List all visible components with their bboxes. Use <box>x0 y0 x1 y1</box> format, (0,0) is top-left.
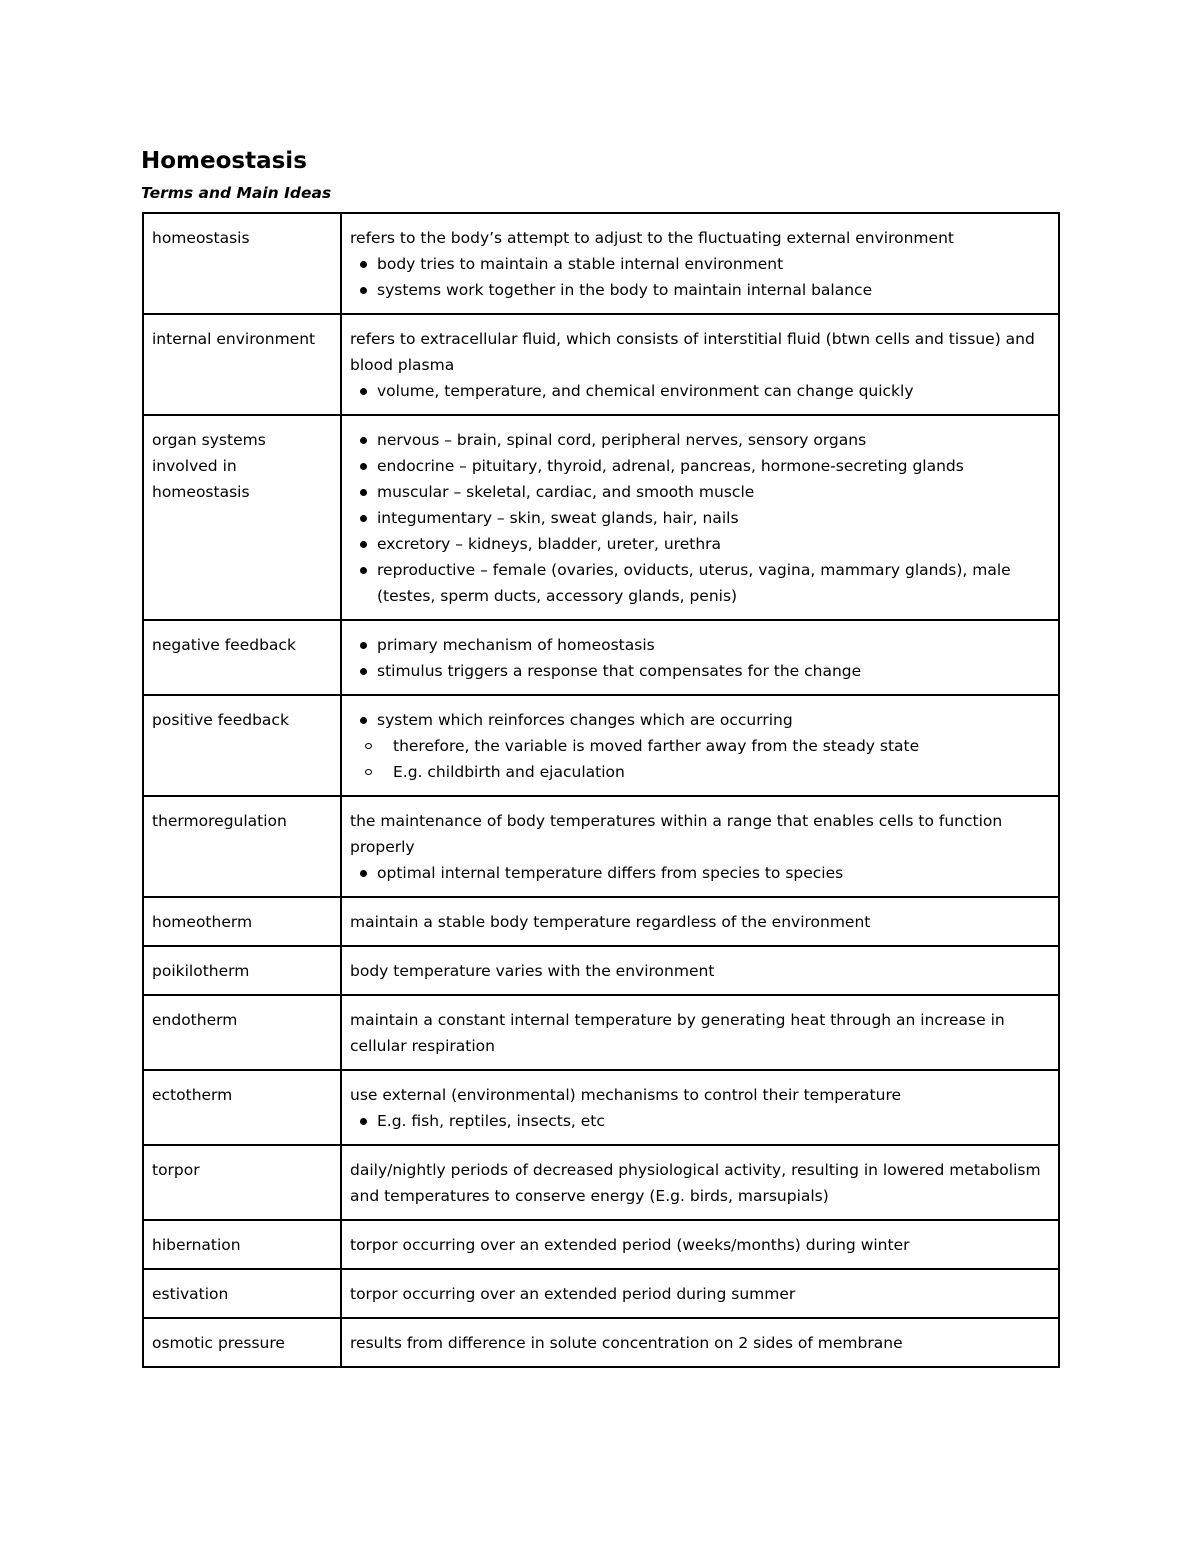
page-subtitle: Terms and Main Ideas <box>141 184 332 202</box>
definition-text: maintain a constant internal temperature by generating heat through an increase in cellular respiration <box>350 1011 1005 1055</box>
definition-cell <box>341 314 1059 415</box>
terms-table <box>142 212 1060 1368</box>
definition-text: use external (environmental) mechanisms to control their temperature <box>350 1086 902 1104</box>
definition-cell <box>341 1220 1059 1269</box>
definition-text: refers to the body’s attempt to adjust to the fluctuating external environment <box>350 229 954 247</box>
table-row <box>143 314 1059 415</box>
bullet-item: integumentary – skin, sweat glands, hair, nails <box>350 505 1050 531</box>
term-cell: thermoregulation <box>143 796 341 897</box>
bullet-list <box>350 707 1050 733</box>
term-cell: internal environment <box>143 314 341 415</box>
definition-cell <box>341 995 1059 1070</box>
term-cell: endotherm <box>143 995 341 1070</box>
table-row <box>143 995 1059 1070</box>
term-cell: hibernation <box>143 1220 341 1269</box>
bullet-item: primary mechanism of homeostasis <box>350 632 1050 658</box>
bullet-list <box>350 378 1050 404</box>
table-row <box>143 695 1059 796</box>
bullet-list <box>350 860 1050 886</box>
sub-bullet-item: therefore, the variable is moved farther away from the steady state <box>350 733 1050 759</box>
table-row <box>143 213 1059 314</box>
bullet-item: muscular – skeletal, cardiac, and smooth muscle <box>350 479 1050 505</box>
definition-cell <box>341 1145 1059 1220</box>
bullet-list <box>350 1108 1050 1134</box>
table-row <box>143 796 1059 897</box>
term-cell: negative feedback <box>143 620 341 695</box>
term-cell: osmotic pressure <box>143 1318 341 1367</box>
term-cell: homeotherm <box>143 897 341 946</box>
term-cell: estivation <box>143 1269 341 1318</box>
definition-cell <box>341 897 1059 946</box>
definition-text: the maintenance of body temperatures within a range that enables cells to function properly <box>350 812 1003 856</box>
sub-bullet-item: E.g. childbirth and ejaculation <box>350 759 1050 785</box>
definition-cell <box>341 620 1059 695</box>
definition-cell <box>341 796 1059 897</box>
definition-text: body temperature varies with the environment <box>350 962 715 980</box>
page-title: Homeostasis <box>141 148 307 174</box>
bullet-item: nervous – brain, spinal cord, peripheral nerves, sensory organs <box>350 427 1050 453</box>
bullet-item: stimulus triggers a response that compensates for the change <box>350 658 1050 684</box>
table-row <box>143 1220 1059 1269</box>
definition-cell <box>341 1070 1059 1145</box>
bullet-item: systems work together in the body to maintain internal balance <box>350 277 1050 303</box>
bullet-item: reproductive – female (ovaries, oviducts, uterus, vagina, mammary glands), male (testes, sperm ducts, accessory glands, penis) <box>350 557 1050 609</box>
table-row <box>143 897 1059 946</box>
sub-bullet-list <box>350 733 1050 785</box>
definition-text: refers to extracellular fluid, which consists of interstitial fluid (btwn cells and tissue) and blood plasma <box>350 330 1035 374</box>
table-row <box>143 1318 1059 1367</box>
term-cell: homeostasis <box>143 213 341 314</box>
definition-cell <box>341 695 1059 796</box>
definition-text: torpor occurring over an extended period during summer <box>350 1285 796 1303</box>
term-cell: organ systems involved in homeostasis <box>143 415 341 620</box>
table-row <box>143 620 1059 695</box>
definition-cell <box>341 213 1059 314</box>
definition-cell <box>341 946 1059 995</box>
term-cell: poikilotherm <box>143 946 341 995</box>
definition-text: daily/nightly periods of decreased physiological activity, resulting in lowered metabolism and temperatures to conserve energy (E.g. birds, marsupials) <box>350 1161 1041 1205</box>
bullet-item: endocrine – pituitary, thyroid, adrenal, pancreas, hormone-secreting glands <box>350 453 1050 479</box>
bullet-list <box>350 427 1050 609</box>
table-row <box>143 1070 1059 1145</box>
bullet-item: volume, temperature, and chemical environment can change quickly <box>350 378 1050 404</box>
definition-cell <box>341 1318 1059 1367</box>
bullet-item: E.g. fish, reptiles, insects, etc <box>350 1108 1050 1134</box>
definition-text: results from difference in solute concentration on 2 sides of membrane <box>350 1334 903 1352</box>
table-row <box>143 946 1059 995</box>
term-cell: positive feedback <box>143 695 341 796</box>
definition-text: maintain a stable body temperature regardless of the environment <box>350 913 871 931</box>
definition-cell <box>341 1269 1059 1318</box>
bullet-item: optimal internal temperature differs from species to species <box>350 860 1050 886</box>
bullet-item: body tries to maintain a stable internal environment <box>350 251 1050 277</box>
table-row <box>143 1269 1059 1318</box>
bullet-list <box>350 632 1050 684</box>
table-row <box>143 415 1059 620</box>
term-cell: ectotherm <box>143 1070 341 1145</box>
bullet-list <box>350 251 1050 303</box>
definition-cell <box>341 415 1059 620</box>
bullet-item: system which reinforces changes which are occurring <box>350 707 1050 733</box>
definition-text: torpor occurring over an extended period (weeks/months) during winter <box>350 1236 910 1254</box>
term-cell: torpor <box>143 1145 341 1220</box>
bullet-item: excretory – kidneys, bladder, ureter, urethra <box>350 531 1050 557</box>
table-row <box>143 1145 1059 1220</box>
